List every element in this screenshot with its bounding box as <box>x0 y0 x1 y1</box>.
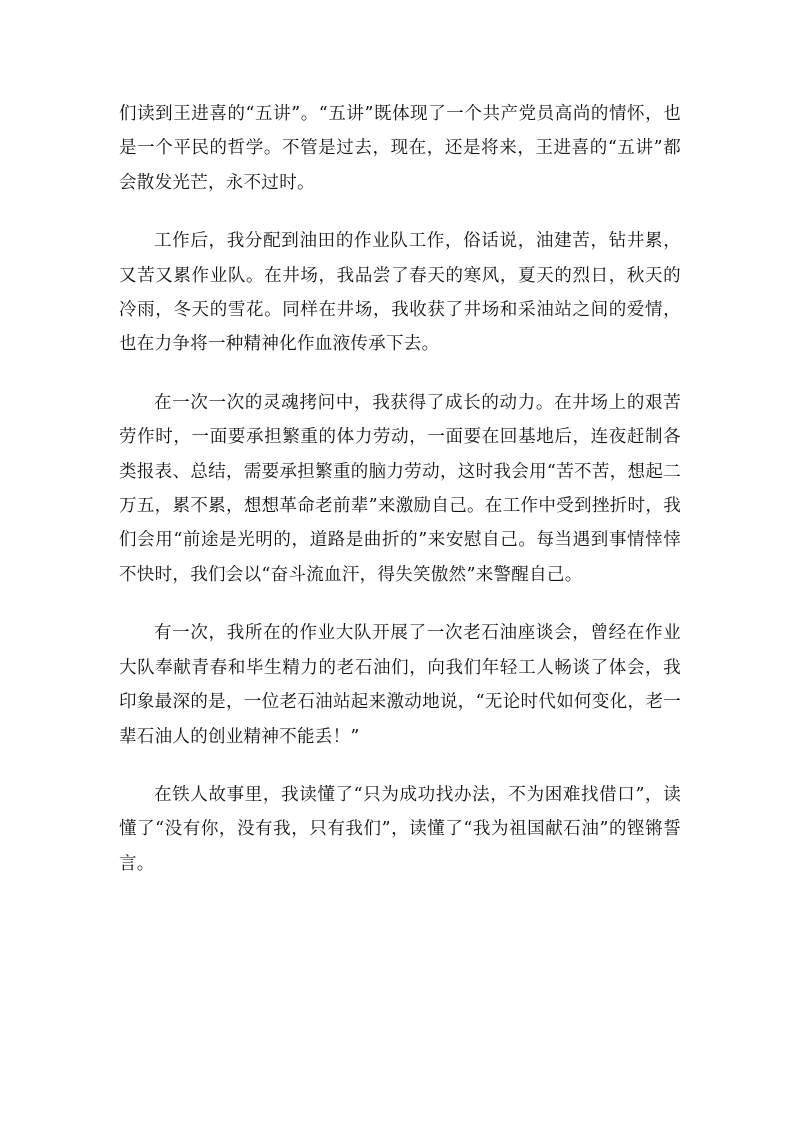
paragraph-5: 在铁人故事里，我读懂了“只为成功找办法，不为困难找借口”，读懂了“没有你，没有我，只有我们”，读懂了“我为祖国献石油”的铿锵誓言。 <box>119 784 681 874</box>
paragraph-1: 们读到王进喜的“五讲”。“五讲”既体现了一个共产党员高尚的情怀，也是一个平民的哲学。不管是过去，现在，还是将来，王进喜的“五讲”都会散发光芒，永不过时。 <box>119 104 681 193</box>
document-page <box>119 97 681 905</box>
paragraph-3: 在一次一次的灵魂拷问中，我获得了成长的动力。在井场上的艰苦劳作时，一面要承担繁重的体力劳动，一面要在回基地后，连夜赶制各类报表、总结，需要承担繁重的脑力劳动，这时我会用“苦不苦，想起二万五，累不累，想想革命老前辈”来激励自己。在工作中受到挫折时，我们会用“前途是光明的，道路是曲折的”来安慰自己。每当遇到事情悻悻不快时，我们会以“奋斗流血汗，得失笑傲然”来警醒自己。 <box>119 392 681 585</box>
paragraph-2: 工作后，我分配到油田的作业队工作，俗话说，油建苦，钻井累，又苦又累作业队。在井场，我品尝了春天的寒风，夏天的烈日，秋天的冷雨，冬天的雪花。同样在井场，我收获了井场和采油站之间的爱情，也在力争将一种精神化作血液传承下去。 <box>119 231 681 355</box>
paragraph-4: 有一次，我所在的作业大队开展了一次老石油座谈会，曾经在作业大队奉献青春和毕生精力的老石油们，向我们年轻工人畅谈了体会，我印象最深的是，一位老石油站起来激动地说，“无论时代如何变化，老一辈石油人的创业精神不能丢！” <box>119 623 681 747</box>
